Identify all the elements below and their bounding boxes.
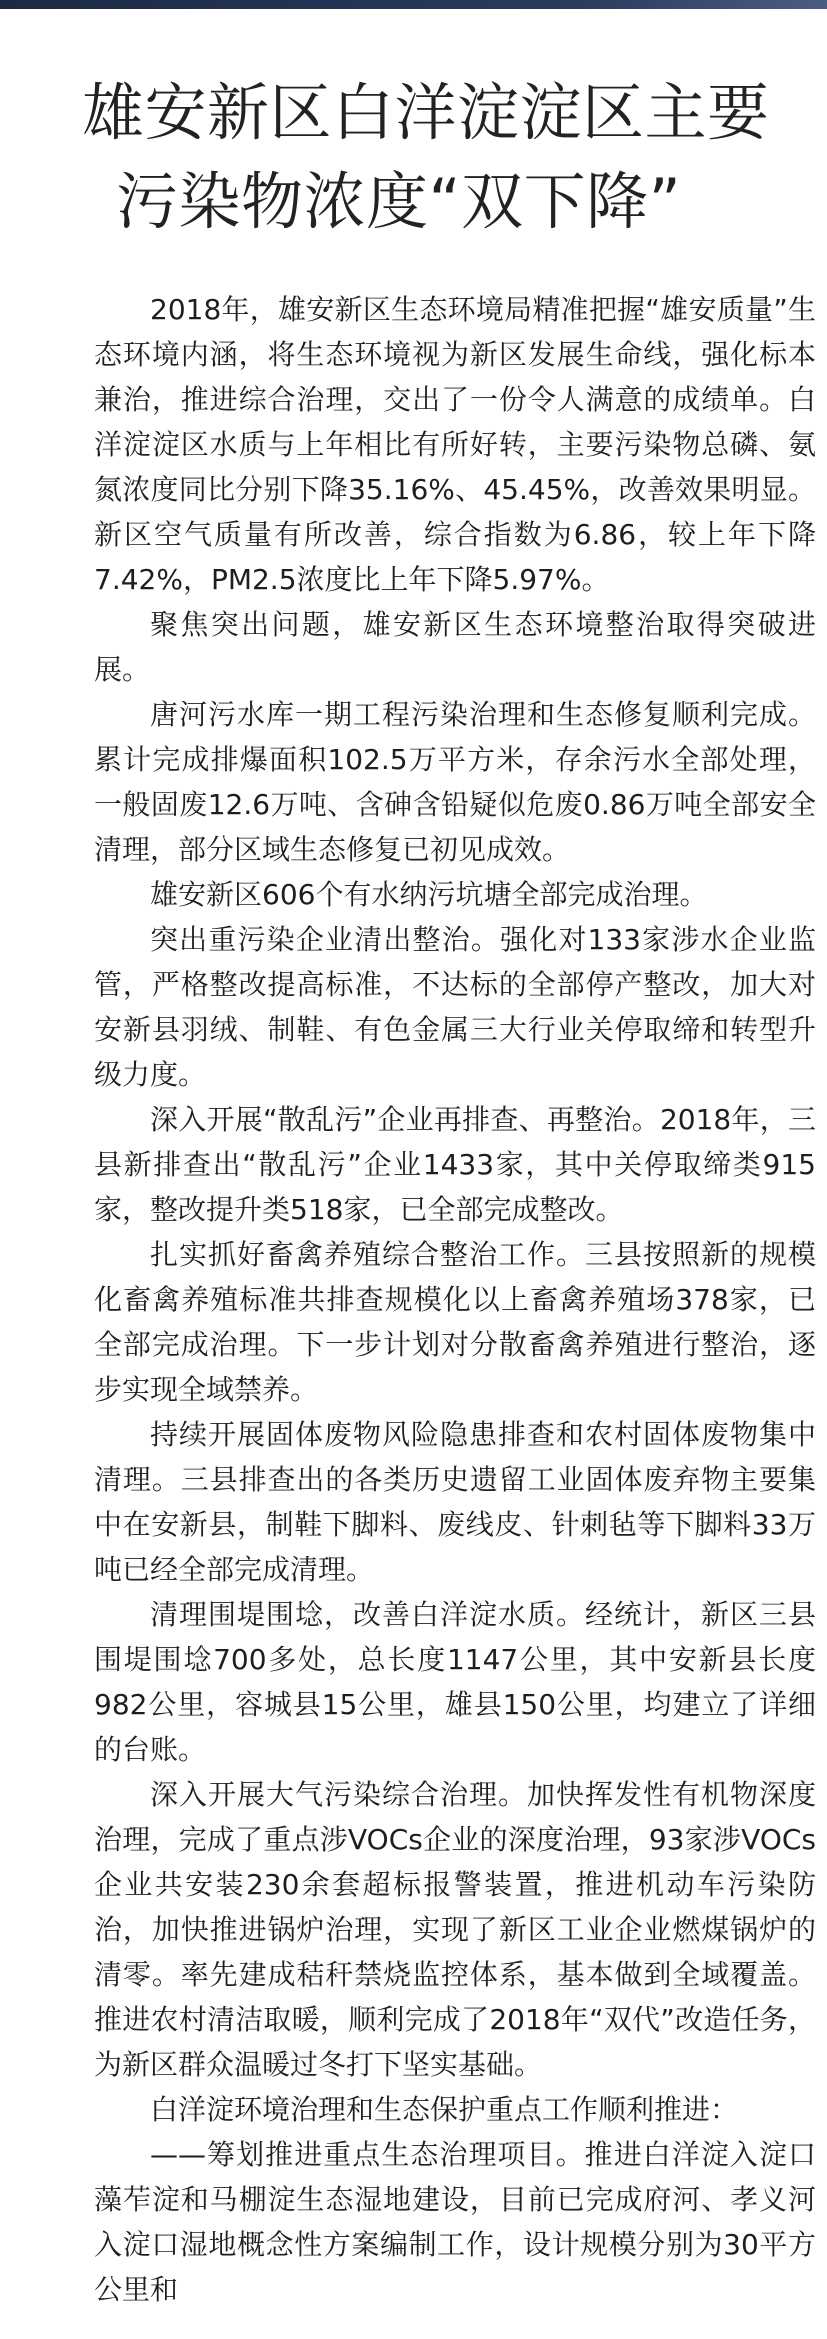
top-accent-bar	[0, 0, 827, 9]
paragraph-dikes: 清理围堤围埝，改善白洋淀水质。经统计，新区三县围堤围埝700多处，总长度1147公里，其中安新县长度982公里，容城县15公里，雄县150公里，均建立了详细的台账。	[94, 1598, 816, 1766]
headline-line-2: 污染物浓度“双下降”	[116, 165, 682, 238]
headline-line-1: 雄安新区白洋淀淀区主要	[82, 76, 770, 149]
paragraph-sanluanwu: 深入开展“散乱污”企业再排查、再整治。2018年，三县新排查出“散乱污”企业1433家，其中关停取缔类915家，整改提升类518家，已全部完成整改。	[94, 1103, 816, 1226]
paragraph-enterprises: 突出重污染企业清出整治。强化对133家涉水企业监管，严格整改提高标准，不达标的全部停产整改，加大对安新县羽绒、制鞋、有色金属三大行业关停取缔和转型升级力度。	[94, 923, 816, 1091]
paragraph-baiyangdian: 白洋淀环境治理和生态保护重点工作顺利推进：	[150, 2093, 739, 2126]
paragraph-ponds: 雄安新区606个有水纳污坑塘全部完成治理。	[150, 878, 708, 911]
article-body	[94, 287, 816, 2312]
paragraph-tanghe: 唐河污水库一期工程污染治理和生态修复顺利完成。累计完成排爆面积102.5万平方米，存余污水全部处理，一般固废12.6万吨、含砷含铅疑似危废0.86万吨全部安全清理，部分区域生态修复已初见成效。	[94, 698, 816, 866]
paragraph-air: 深入开展大气污染综合治理。加快挥发性有机物深度治理，完成了重点涉VOCs企业的深度治理，93家涉VOCs企业共安装230余套超标报警装置，推进机动车污染防治，加快推进锅炉治理，实现了新区工业企业燃煤锅炉的清零。率先建成秸秆禁烧监控体系，基本做到全域覆盖。推进农村清洁取暖，顺利完成了2018年“双代”改造任务，为新区群众温暖过冬打下坚实基础。	[94, 1778, 816, 2081]
paragraph-livestock: 扎实抓好畜禽养殖综合整治工作。三县按照新的规模化畜禽养殖标准共排查规模化以上畜禽养殖场378家，已全部完成治理。下一步计划对分散畜禽养殖进行整治，逐步实现全域禁养。	[94, 1238, 816, 1406]
paragraph-focus: 聚焦突出问题，雄安新区生态环境整治取得突破进展。	[94, 608, 816, 686]
paragraph-intro: 2018年，雄安新区生态环境局精准把握“雄安质量”生态环境内涵，将生态环境视为新区发展生命线，强化标本兼治，推进综合治理，交出了一份令人满意的成绩单。白洋淀淀区水质与上年相比有所好转，主要污染物总磷、氨氮浓度同比分别下降35.16%、45.45%，改善效果明显。新区空气质量有所改善，综合指数为6.86，较上年下降7.42%，PM2.5浓度比上年下降5.97%。	[94, 293, 816, 596]
paragraph-solid-waste: 持续开展固体废物风险隐患排查和农村固体废物集中清理。三县排查出的各类历史遗留工业固体废弃物主要集中在安新县，制鞋下脚料、废线皮、针刺毡等下脚料33万吨已经全部完成清理。	[94, 1418, 816, 1586]
paragraph-projects: ——筹划推进重点生态治理项目。推进白洋淀入淀口藻苲淀和马棚淀生态湿地建设，目前已完成府河、孝义河入淀口湿地概念性方案编制工作，设计规模分别为30平方公里和	[94, 2138, 816, 2306]
article-headline	[82, 68, 827, 246]
